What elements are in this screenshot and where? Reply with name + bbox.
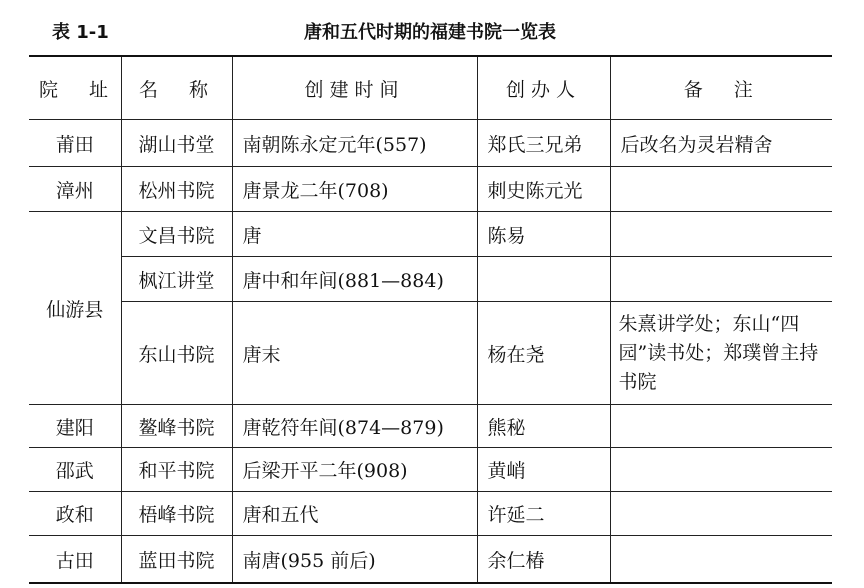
cell-founder xyxy=(477,257,610,302)
cell-name: 文昌书院 xyxy=(121,212,232,257)
table-row xyxy=(29,120,832,167)
cell-name: 鳌峰书院 xyxy=(121,405,232,448)
cell-location: 邵武 xyxy=(29,448,121,492)
table-row xyxy=(29,448,832,492)
cell-location: 莆田 xyxy=(29,120,121,167)
table-row xyxy=(29,167,832,212)
cell-name: 松州书院 xyxy=(121,167,232,212)
table-number: 表 1-1 xyxy=(52,22,109,43)
cell-founding-time: 南唐(955 前后) xyxy=(232,536,477,584)
cell-name: 蓝田书院 xyxy=(121,536,232,584)
cell-location: 建阳 xyxy=(29,405,121,448)
header-location: 院 址 xyxy=(29,56,121,120)
cell-note xyxy=(610,448,832,492)
cell-note xyxy=(610,536,832,584)
cell-location: 仙游县 xyxy=(29,212,121,405)
cell-note: 朱熹讲学处；东山“四园”读书处；郑璞曾主持书院 xyxy=(610,302,832,405)
cell-note xyxy=(610,167,832,212)
cell-location: 政和 xyxy=(29,492,121,536)
cell-founding-time: 唐景龙二年(708) xyxy=(232,167,477,212)
table-row xyxy=(29,536,832,584)
cell-note xyxy=(610,257,832,302)
cell-founding-time: 唐乾符年间(874—879) xyxy=(232,405,477,448)
cell-founder: 杨在尧 xyxy=(477,302,610,405)
cell-note: 后改名为灵岩精舍 xyxy=(610,120,832,167)
cell-name: 湖山书堂 xyxy=(121,120,232,167)
cell-founding-time: 唐和五代 xyxy=(232,492,477,536)
cell-note xyxy=(610,405,832,448)
header-notes: 备 注 xyxy=(610,56,832,120)
cell-founding-time: 唐末 xyxy=(232,302,477,405)
cell-name: 枫江讲堂 xyxy=(121,257,232,302)
cell-name: 和平书院 xyxy=(121,448,232,492)
header-row xyxy=(29,56,832,120)
cell-note xyxy=(610,492,832,536)
cell-founder: 熊秘 xyxy=(477,405,610,448)
cell-founder: 许延二 xyxy=(477,492,610,536)
table-row xyxy=(29,302,832,405)
cell-founder: 郑氏三兄弟 xyxy=(477,120,610,167)
cell-location: 漳州 xyxy=(29,167,121,212)
cell-name: 东山书院 xyxy=(121,302,232,405)
cell-founder: 刺史陈元光 xyxy=(477,167,610,212)
cell-founder: 黄峭 xyxy=(477,448,610,492)
table-row xyxy=(29,492,832,536)
header-name: 名 称 xyxy=(121,56,232,120)
table-title: 唐和五代时期的福建书院一览表 xyxy=(304,22,556,43)
cell-founding-time: 唐中和年间(881—884) xyxy=(232,257,477,302)
cell-founding-time: 唐 xyxy=(232,212,477,257)
cell-founder: 陈易 xyxy=(477,212,610,257)
table-caption xyxy=(0,18,864,44)
cell-founding-time: 后梁开平二年(908) xyxy=(232,448,477,492)
cell-note xyxy=(610,212,832,257)
header-founder: 创办人 xyxy=(477,56,610,120)
cell-name: 梧峰书院 xyxy=(121,492,232,536)
cell-founding-time: 南朝陈永定元年(557) xyxy=(232,120,477,167)
table-row xyxy=(29,212,832,257)
cell-founder: 余仁椿 xyxy=(477,536,610,584)
header-founding-time: 创建时间 xyxy=(232,56,477,120)
table-row xyxy=(29,405,832,448)
table-row xyxy=(29,257,832,302)
academies-table xyxy=(29,55,832,584)
cell-location: 古田 xyxy=(29,536,121,584)
